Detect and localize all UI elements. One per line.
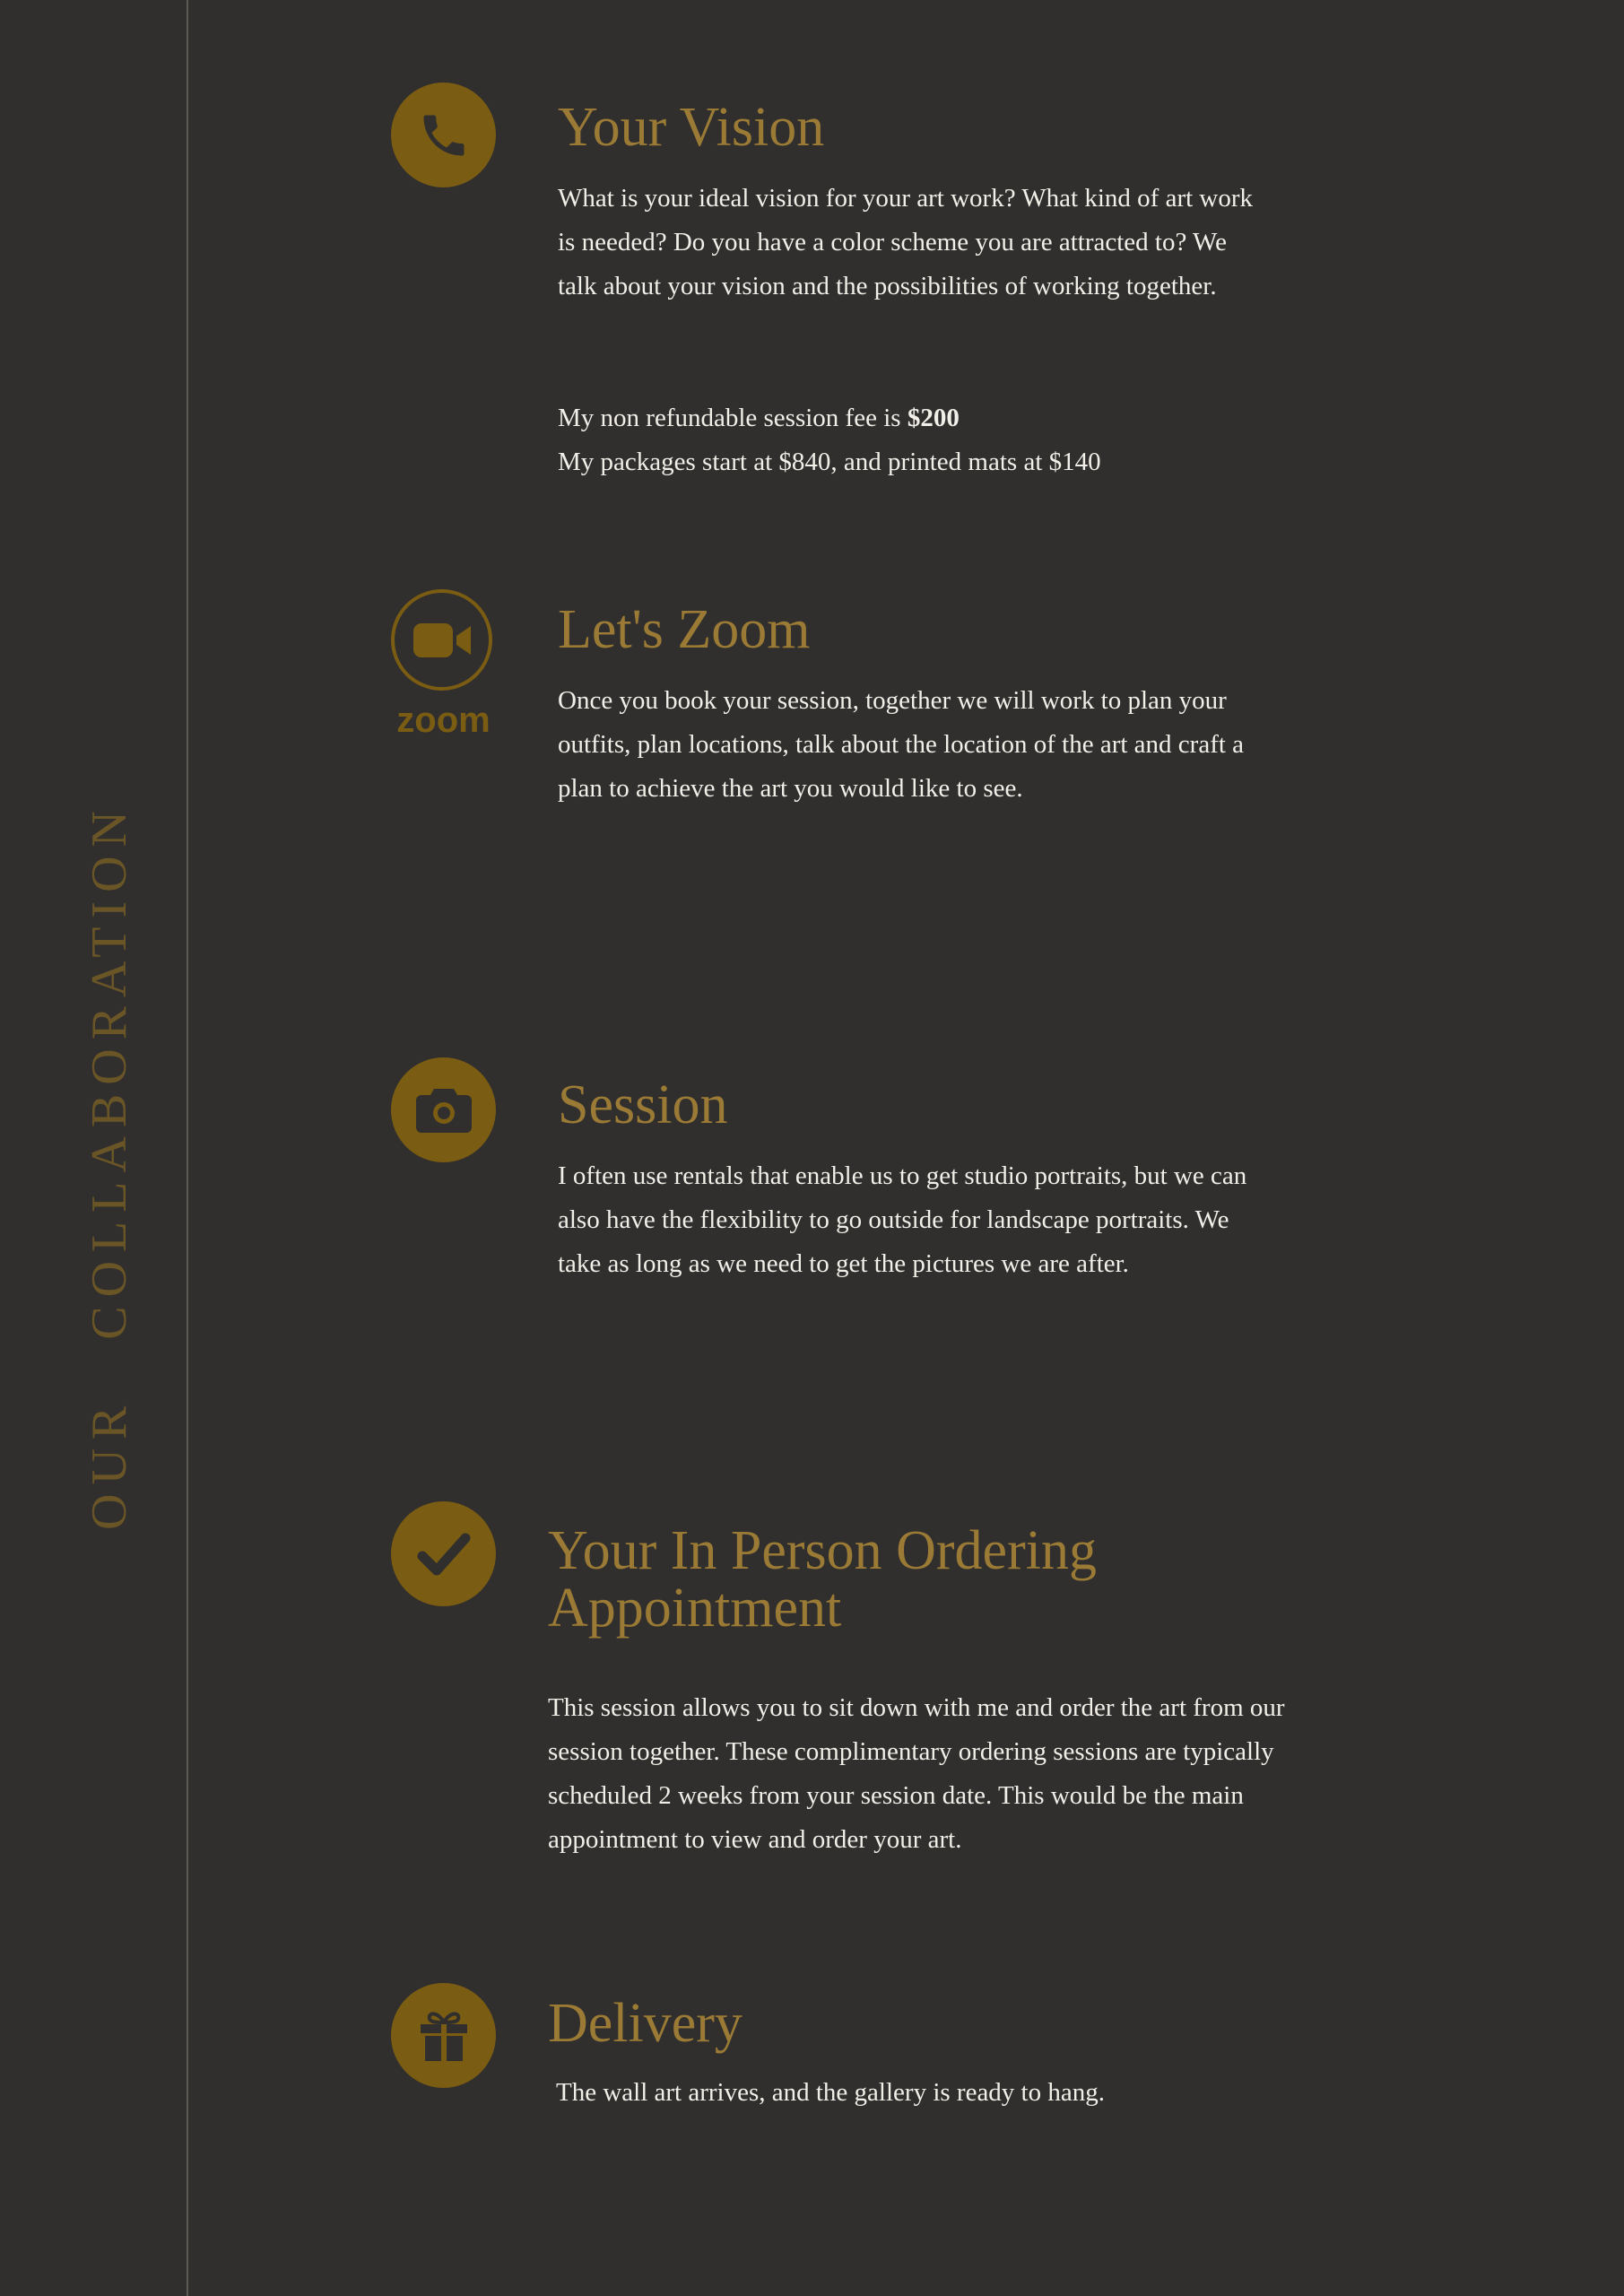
sidebar-divider	[187, 0, 188, 2296]
section-body-delivery: The wall art arrives, and the gallery is ready to hang.	[556, 2078, 1105, 2107]
camera-icon	[391, 1057, 496, 1162]
section-vertical-label: OUR COLLABORATION	[82, 802, 137, 1530]
section-title-your-vision: Your Vision	[558, 97, 825, 158]
section-title-ordering-appointment	[548, 1522, 1097, 1637]
section-body-ordering-appointment: This session allows you to sit down with me and order the art from our session together. These complimentary ordering sessions are typically scheduled 2 weeks from your session date. This would be the main appointment to view and order your art.	[548, 1693, 1285, 1854]
gift-icon	[391, 1983, 496, 2088]
section-body-lets-zoom: Once you book your session, together we will work to plan your outfits, plan locations, talk about the location of the art and craft a plan to achieve the art you would like to see.	[558, 686, 1245, 803]
section-title-session: Session	[558, 1074, 728, 1135]
section-title-lets-zoom: Let's Zoom	[558, 599, 811, 660]
session-fee-label: My non refundable session fee is	[558, 404, 908, 432]
packages-line: My packages start at $840, and printed mats at $140	[558, 448, 1101, 476]
ordering-title-line-2: Appointment	[548, 1578, 842, 1639]
zoom-logo-text: zoom	[396, 700, 491, 740]
zoom-camera-icon	[391, 589, 492, 691]
session-fee-value: $200	[907, 404, 960, 432]
zoom-logo	[391, 589, 496, 744]
session-fee-line	[558, 396, 1257, 440]
checkmark-icon	[391, 1501, 496, 1606]
phone-icon	[391, 83, 496, 187]
section-body-your-vision: What is your ideal vision for your art work? What kind of art work is needed? Do you have a color scheme you are attracted to? We talk about your vision and the possibilities of working together.	[558, 184, 1254, 300]
section-body-session: I often use rentals that enable us to get studio portraits, but we can also have the flexibility to go outside for landscape portraits. We take as long as we need to get the pictures we are after.	[558, 1161, 1247, 1278]
section-title-delivery: Delivery	[548, 1993, 743, 2054]
ordering-title-line-1: Your In Person Ordering	[548, 1520, 1097, 1581]
